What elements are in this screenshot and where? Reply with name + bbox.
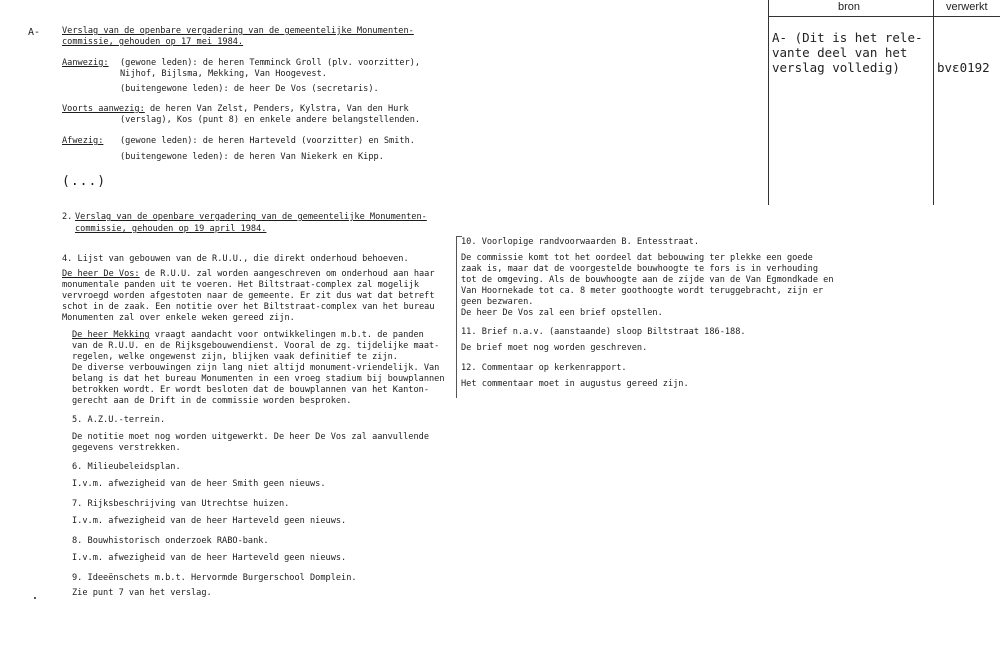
item4-heading: 4. Lijst van gebouwen van de R.U.U., die direkt onderhoud behoeven.: [62, 254, 409, 264]
mekking-line5: belang is dat het bureau Monumenten in een vroeg stadium bij bouwplannen: [72, 374, 445, 384]
item10-line4: Van Hoornekade tot ca. 8 meter goothoogte wordt teruggebracht, zijn er: [461, 286, 824, 296]
voorts-label: Voorts aanwezig:: [62, 104, 145, 114]
item4-line4: schot in de zaak. Een notitie over het Biltstraat-complex van het bureau: [62, 302, 435, 312]
source-panel: [768, 0, 1000, 205]
aanwezig-label: Aanwezig:: [62, 58, 109, 68]
aanwezig-line3: (buitengewone leden): de heer De Vos (secretaris).: [120, 84, 379, 94]
item11-heading: 11. Brief n.a.v. (aanstaande) sloop Biltstraat 186-188.: [461, 327, 746, 337]
item12-heading: 12. Commentaar op kerkenrapport.: [461, 363, 627, 373]
item10-line1: De commissie komt tot het oordeel dat bebouwing ter plekke een goede: [461, 253, 813, 263]
panel-header-rule: [768, 16, 1000, 17]
aanwezig-line1: (gewone leden): de heren Temminck Groll (plv. voorzitter),: [120, 58, 421, 68]
item9-line1: Zie punt 7 van het verslag.: [72, 588, 212, 598]
item5-line2: gegevens verstrekken.: [72, 443, 181, 453]
item5-line1: De notitie moet nog worden uitgewerkt. De heer De Vos zal aanvullende: [72, 432, 429, 442]
mekking-label: De heer Mekking: [72, 330, 150, 340]
mekking-line1-text: vraagt aandacht voor ontwikkelingen m.b.t. de panden: [149, 330, 424, 340]
voorts-row: [62, 104, 409, 116]
voorts-line1: de heren Van Zelst, Penders, Kylstra, Van den Hurk: [144, 104, 409, 114]
item7-line1: I.v.m. afwezigheid van de heer Harteveld geen nieuws.: [72, 516, 347, 526]
verwerkt-header: verwerkt: [946, 1, 988, 13]
item5-heading: 5. A.Z.U.-terrein.: [72, 415, 166, 425]
mekking-line2: van de R.U.U. en de Rijksgebouwendienst. Vooral de zg. tijdelijke maat-: [72, 341, 440, 351]
bron-header: bron: [838, 1, 861, 13]
item4-line1: [62, 269, 435, 281]
source-note-line3: verslag volledig): [772, 60, 900, 75]
item4-line1-text: de R.U.U. zal worden aangeschreven om onderhoud aan haar: [139, 269, 435, 279]
item10-heading: 10. Voorlopige randvoorwaarden B. Entesstraat.: [461, 237, 699, 247]
item12-line1: Het commentaar moet in augustus gereed zijn.: [461, 379, 689, 389]
item8-heading: 8. Bouwhistorisch onderzoek RABO-bank.: [72, 536, 269, 546]
meeting2-title-line2: commissie, gehouden op 19 april 1984.: [75, 224, 267, 234]
meeting2-title-line1: Verslag van de openbare vergadering van de gemeentelijke Monumenten-: [75, 212, 427, 222]
afwezig-line2: (buitengewone leden): de heren Van Niekerk en Kipp.: [120, 152, 384, 162]
mekking-line6: betrokken wordt. Er wordt besloten dat de bouwplannen van het Kanton-: [72, 385, 429, 395]
source-note-line1: A- (Dit is het rele-: [772, 30, 923, 45]
meeting2-number: 2.: [62, 212, 73, 222]
ellipsis: (...): [62, 174, 107, 189]
item10-line2: zaak is, maar dat de voorgestelde bouwhoogte te fors is in verhouding: [461, 264, 818, 274]
mekking-line1: [72, 330, 424, 342]
voorts-line2: (verslag), Kos (punt 8) en enkele andere belangstellenden.: [120, 115, 421, 125]
meeting1-title-line1: Verslag van de openbare vergadering van de gemeentelijke Monumenten-: [62, 26, 414, 36]
aanwezig-line2: Nijhof, Bijlsma, Mekking, Van Hoogevest.: [120, 69, 327, 79]
item11-line1: De brief moet nog worden geschreven.: [461, 343, 648, 353]
margin-mark-a: A-: [28, 27, 41, 38]
panel-column-separator: [933, 0, 934, 205]
scan-speck: [34, 597, 36, 599]
item4-line2: monumentale panden uit te voeren. Het Biltstraat-complex zal mogelijk: [62, 280, 419, 290]
mekking-line7: gerecht aan de Drift in de commissie worden besproken.: [72, 396, 352, 406]
item6-line1: I.v.m. afwezigheid van de heer Smith geen nieuws.: [72, 479, 326, 489]
panel-left-border: [768, 0, 769, 205]
item4-line3: vervroegd worden afgestoten naar de gemeente. Er zit dus wat dat betreft: [62, 291, 435, 301]
afwezig-label: Afwezig:: [62, 136, 104, 146]
devos-label: De heer De Vos:: [62, 269, 140, 279]
processed-code: bvε0192: [937, 60, 990, 75]
item10-line3: tot de omgeving. Als de bouwhoogte aan de zijde van de Van Egmondkade en: [461, 275, 834, 285]
mekking-line4: De diverse verbouwingen zijn lang niet altijd monument-vriendelijk. Van: [72, 363, 440, 373]
item7-heading: 7. Rijksbeschrijving van Utrechtse huizen.: [72, 499, 290, 509]
item4-line5: Monumenten zal over enkele weken gereed zijn.: [62, 313, 295, 323]
item6-heading: 6. Milieubeleidsplan.: [72, 462, 181, 472]
mekking-line3: regelen, welke ongewenst zijn, blijken vaak definitief te zijn.: [72, 352, 398, 362]
item10-line6: De heer De Vos zal een brief opstellen.: [461, 308, 663, 318]
item8-line1: I.v.m. afwezigheid van de heer Harteveld geen nieuws.: [72, 553, 347, 563]
meeting1-title-line2: commissie, gehouden op 17 mei 1984.: [62, 37, 244, 47]
afwezig-line1: (gewone leden): de heren Harteveld (voorzitter) en Smith.: [120, 136, 415, 146]
item9-heading: 9. Ideeënschets m.b.t. Hervormde Burgerschool Domplein.: [72, 573, 357, 583]
column-divider: [456, 236, 457, 398]
item10-line5: geen bezwaren.: [461, 297, 534, 307]
source-note-line2: vante deel van het: [772, 45, 908, 60]
